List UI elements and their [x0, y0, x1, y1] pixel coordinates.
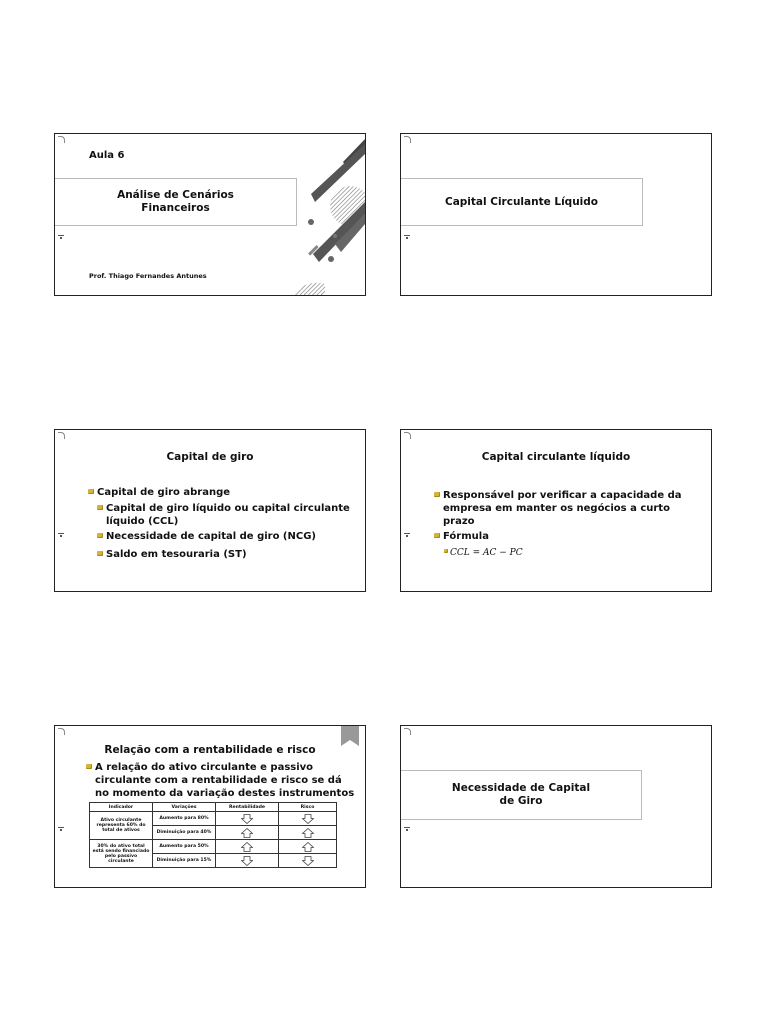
side-mark [58, 826, 64, 832]
risk-arrow-up-icon [279, 840, 337, 854]
author: Prof. Thiago Fernandes Antunes [89, 272, 207, 280]
bullet-marker [434, 533, 440, 538]
bullet-formula: Fórmula [443, 530, 489, 543]
slide-1-title-box [55, 178, 297, 226]
slide-2 [400, 133, 712, 296]
variation-cell: Aumento para 50% [153, 840, 216, 854]
side-mark [58, 532, 64, 538]
side-mark [404, 826, 410, 832]
variation-cell: Aumento para 80% [153, 812, 216, 826]
bullet-ncg: Necessidade de capital de giro (NCG) [106, 530, 316, 543]
risk-arrow-down-icon [279, 812, 337, 826]
rentabilidade-risco-table [89, 802, 337, 868]
indicator-passivo: 30% do ativo total está sendo financiado pelo passivo circulante [90, 840, 153, 868]
bullet-marker [97, 551, 103, 556]
ccl-formula: CCL = AC − PC [450, 548, 523, 558]
indicator-ativo: Ativo circulante representa 60% do total de ativos [90, 812, 153, 840]
table-row [90, 812, 337, 826]
risk-arrow-up-icon [279, 826, 337, 840]
variation-cell: Diminuição para 15% [153, 854, 216, 868]
slide-1 [54, 133, 366, 296]
bullet-marker [444, 549, 448, 553]
bullet-relacao: A relação do ativo circulante e passivo circulante com a rentabilidade e risco se dá no momento da variação destes instrumentos [95, 761, 354, 800]
bullet-responsavel: Responsável por verificar a capacidade da empresa em manter os negócios a curto prazo [443, 489, 682, 528]
formula-line [450, 546, 523, 560]
slide-5 [54, 725, 366, 888]
slide-3-heading: Capital de giro [166, 451, 254, 463]
slide-4-heading: Capital circulante líquido [481, 451, 631, 463]
corner-mark [58, 136, 65, 143]
slide-3 [54, 429, 366, 592]
corner-mark [404, 728, 411, 735]
col-rentabilidade: Rentabilidade [216, 803, 279, 812]
table-row [90, 840, 337, 854]
rent-arrow-down-icon [216, 812, 279, 826]
bullet-marker [97, 505, 103, 510]
side-mark [404, 234, 410, 240]
slide-6-title-box [401, 770, 642, 820]
bullet-ccl: Capital de giro líquido ou capital circulante líquido (CCL) [106, 502, 350, 528]
bullet-marker [86, 764, 92, 769]
corner-mark [58, 728, 65, 735]
slide-6 [400, 725, 712, 888]
bookmark-ribbon [341, 726, 359, 746]
side-mark [404, 532, 410, 538]
lesson-label: Aula 6 [89, 150, 125, 161]
bullet-marker [97, 533, 103, 538]
title-line-1: Análise de Cenários [117, 189, 234, 201]
rent-arrow-up-icon [216, 826, 279, 840]
bullet-marker [434, 492, 440, 497]
slide-4 [400, 429, 712, 592]
side-mark [58, 234, 64, 240]
slide-5-heading: Relação com a rentabilidade e risco [104, 744, 316, 756]
corner-mark [404, 432, 411, 439]
table-header-row [90, 803, 337, 812]
title-line-2: Financeiros [141, 202, 210, 214]
bullet-capital-giro: Capital de giro abrange [97, 486, 230, 499]
variation-cell: Diminuição para 40% [153, 826, 216, 840]
col-variacoes: Variações [153, 803, 216, 812]
title-line-1: Necessidade de Capital [451, 782, 591, 794]
rent-arrow-down-icon [216, 854, 279, 868]
slide-2-title-box: Capital Circulante Líquido [401, 178, 643, 226]
corner-mark [58, 432, 65, 439]
col-risco: Risco [279, 803, 337, 812]
bullet-marker [88, 489, 94, 494]
rent-arrow-up-icon [216, 840, 279, 854]
corner-mark [404, 136, 411, 143]
bullet-st: Saldo em tesouraria (ST) [106, 548, 247, 561]
decorative-graphic [295, 134, 365, 296]
title-line-2: de Giro [499, 795, 543, 807]
risk-arrow-down-icon [279, 854, 337, 868]
col-indicador: Indicador [90, 803, 153, 812]
